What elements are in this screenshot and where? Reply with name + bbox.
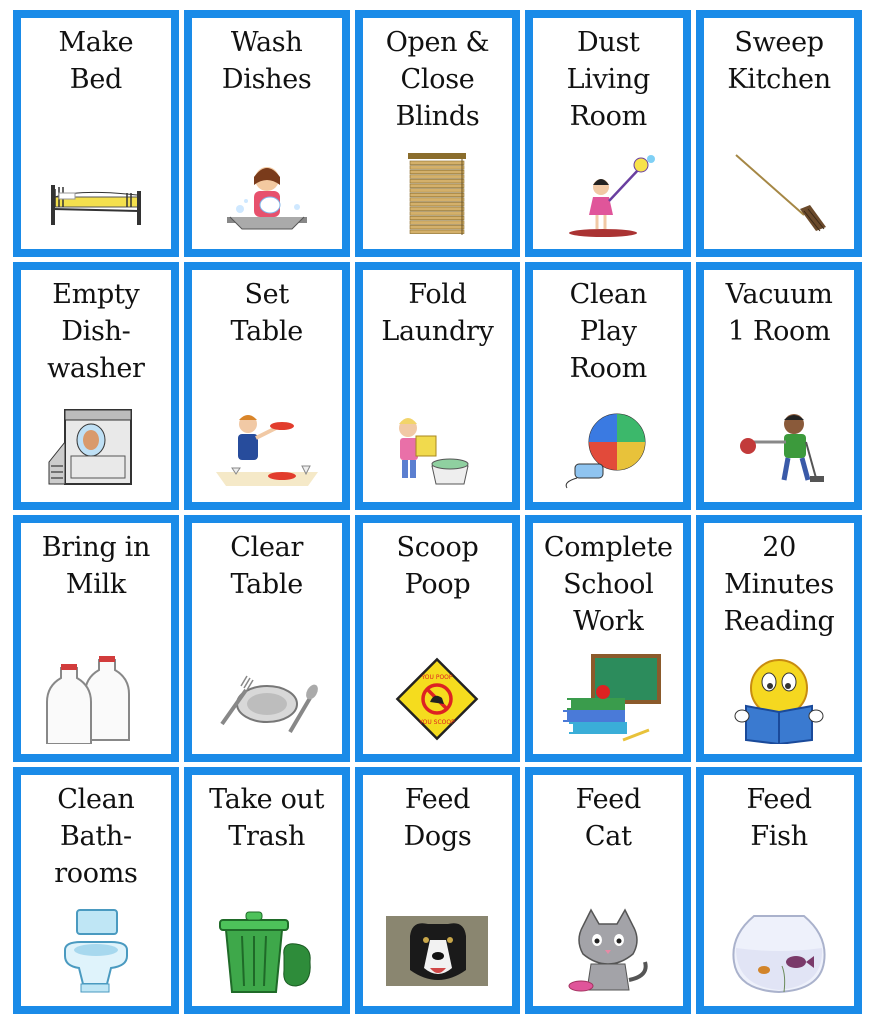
chore-label: Feed Cat bbox=[575, 783, 641, 852]
chore-card-inner bbox=[192, 523, 342, 754]
milk-bottles-icon bbox=[41, 654, 151, 744]
chore-card bbox=[355, 10, 521, 257]
chore-card-inner bbox=[533, 775, 683, 1006]
chore-card-inner bbox=[704, 775, 854, 1006]
chore-label: Clear Table bbox=[230, 531, 304, 600]
chore-card-inner bbox=[704, 270, 854, 501]
chore-card bbox=[355, 767, 521, 1014]
chore-card bbox=[696, 10, 862, 257]
chore-card-inner bbox=[192, 270, 342, 501]
dog-icon bbox=[382, 906, 492, 996]
chore-card bbox=[525, 515, 691, 762]
chore-label: Clean Bath- rooms bbox=[54, 783, 138, 889]
chore-label: Dust Living Room bbox=[566, 27, 650, 132]
chore-card-inner bbox=[533, 270, 683, 501]
vacuum-icon bbox=[724, 402, 834, 492]
washing-dishes-icon bbox=[212, 149, 322, 239]
chore-card bbox=[13, 515, 179, 762]
chore-card bbox=[184, 767, 350, 1014]
dusting-girl-icon bbox=[553, 149, 663, 239]
setting-table-icon bbox=[212, 402, 322, 492]
chore-label: Open & Close Blinds bbox=[385, 27, 490, 132]
cat-icon bbox=[553, 906, 663, 996]
chore-label: Scoop Poop bbox=[396, 531, 479, 600]
chore-card bbox=[13, 767, 179, 1014]
chore-label: Empty Dish- washer bbox=[47, 279, 145, 385]
poop-sign-icon bbox=[382, 654, 492, 744]
chore-card bbox=[184, 515, 350, 762]
toilet-icon bbox=[41, 906, 151, 996]
chore-card-inner bbox=[533, 18, 683, 249]
chore-card-inner bbox=[533, 523, 683, 754]
chore-card bbox=[696, 262, 862, 509]
chore-card-inner bbox=[704, 18, 854, 249]
chore-label: 20 Minutes Reading bbox=[723, 531, 835, 637]
chore-card bbox=[355, 262, 521, 509]
chore-card bbox=[696, 515, 862, 762]
chore-label: Feed Fish bbox=[746, 783, 812, 852]
chore-card-inner bbox=[363, 775, 513, 1006]
laundry-icon bbox=[382, 402, 492, 492]
chore-label: Make Bed bbox=[58, 27, 134, 95]
chore-card-inner bbox=[21, 270, 171, 501]
chore-card-inner bbox=[704, 523, 854, 754]
trash-can-icon bbox=[212, 906, 322, 996]
sign-bottom-text: YOU SCOOP bbox=[419, 718, 456, 726]
plate-cutlery-icon bbox=[212, 654, 322, 744]
reading-smiley-icon bbox=[724, 654, 834, 744]
sign-top-text: YOU POOP bbox=[421, 673, 454, 681]
fishbowl-icon bbox=[724, 906, 834, 996]
chore-card bbox=[184, 10, 350, 257]
chore-card bbox=[525, 262, 691, 509]
blinds-icon bbox=[382, 149, 492, 239]
chore-card bbox=[184, 262, 350, 509]
broom-icon bbox=[724, 149, 834, 239]
chore-card-inner bbox=[192, 775, 342, 1006]
chore-card bbox=[525, 10, 691, 257]
school-books-icon bbox=[553, 654, 663, 744]
chore-label: Take out Trash bbox=[209, 783, 325, 852]
chore-label: Wash Dishes bbox=[221, 27, 312, 95]
chore-label: Complete School Work bbox=[543, 531, 673, 637]
chore-card-inner bbox=[21, 523, 171, 754]
chore-card-inner bbox=[21, 18, 171, 249]
chore-label: Clean Play Room bbox=[569, 279, 647, 385]
chore-label: Set Table bbox=[230, 279, 303, 348]
bed-icon bbox=[41, 149, 151, 239]
dishwasher-icon bbox=[41, 402, 151, 492]
chore-card bbox=[525, 767, 691, 1014]
chore-card bbox=[13, 10, 179, 257]
chore-label: Bring in Milk bbox=[41, 531, 151, 600]
chore-label: Feed Dogs bbox=[403, 783, 472, 852]
chore-card bbox=[355, 515, 521, 762]
chore-label: Vacuum 1 Room bbox=[725, 279, 833, 348]
chore-card-inner bbox=[192, 18, 342, 249]
chore-card-inner bbox=[363, 523, 513, 754]
chore-chart-grid bbox=[13, 10, 862, 1014]
chore-card bbox=[696, 767, 862, 1014]
chore-label: Sweep Kitchen bbox=[727, 27, 831, 95]
chore-card bbox=[13, 262, 179, 509]
toys-icon bbox=[553, 402, 663, 492]
chore-card-inner bbox=[363, 18, 513, 249]
chore-card-inner bbox=[363, 270, 513, 501]
chore-card-inner bbox=[21, 775, 171, 1006]
chore-label: Fold Laundry bbox=[381, 279, 494, 348]
